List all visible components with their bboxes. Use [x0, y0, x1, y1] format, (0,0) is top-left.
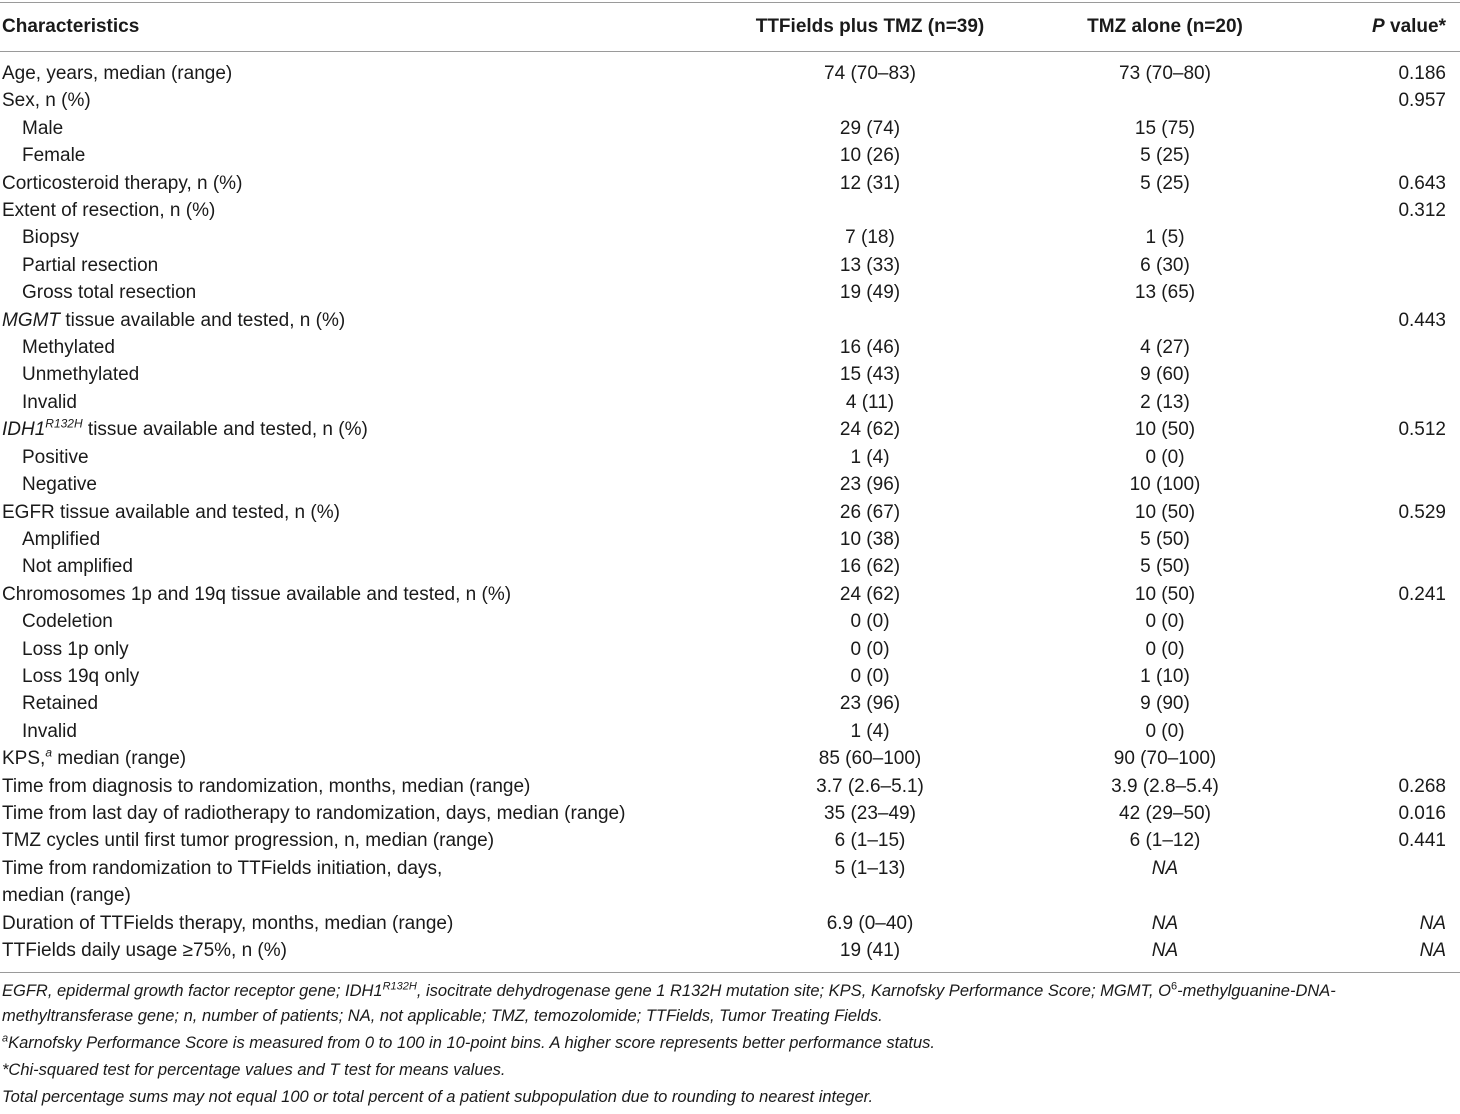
value-tmz-alone: 0 (0)	[1145, 720, 1185, 742]
row-label	[0, 526, 690, 553]
value-ttfields-tmz: 24 (62)	[839, 419, 901, 441]
row-label-text: Invalid	[22, 391, 77, 413]
table-row	[0, 636, 1460, 663]
table-row	[0, 718, 1460, 745]
value-tmz-alone: 5 (25)	[1140, 172, 1190, 194]
value-p	[1280, 690, 1460, 717]
row-label	[0, 252, 690, 279]
row-label-text: Methylated	[22, 337, 115, 359]
row-label-text: tissue available and tested, n (%)	[82, 419, 368, 441]
footnote-chi-squared: *Chi-squared test for percentage values and T test for means values.	[2, 1061, 506, 1080]
value-p: 0.529	[1398, 501, 1446, 523]
value-tmz-alone: 5 (50)	[1140, 556, 1190, 578]
row-label-text: Extent of resection, n (%)	[2, 200, 216, 222]
table-row	[0, 581, 1460, 608]
row-label-text: median (range)	[52, 748, 187, 770]
value-tmz-alone: 1 (10)	[1140, 665, 1190, 687]
footnote-abbrev-sup2: 6	[1171, 980, 1178, 993]
row-label	[0, 636, 690, 663]
value-tmz-alone: NA	[1151, 857, 1179, 879]
row-label-gene: IDH1	[2, 419, 46, 441]
row-label-text: Loss 1p only	[22, 638, 129, 660]
row-label-text: Not amplified	[22, 556, 133, 578]
value-p: 0.441	[1398, 830, 1446, 852]
header-p-rest: value*	[1384, 15, 1446, 37]
value-p: 0.643	[1398, 172, 1446, 194]
table-footnotes	[0, 973, 1456, 1110]
row-label-text: Time from diagnosis to randomization, months, median (range)	[2, 775, 531, 797]
row-label-text: TTFields daily usage ≥75%, n (%)	[2, 940, 287, 961]
row-label-text: Retained	[22, 693, 99, 715]
header-p-italic: P	[1372, 15, 1385, 37]
row-label	[0, 115, 690, 142]
row-label	[0, 800, 690, 827]
row-label-text: Partial resection	[22, 254, 159, 276]
table-row	[0, 499, 1460, 526]
row-label-text: Time from randomization to TTFields initiation, days, median (range)	[2, 857, 443, 907]
value-p	[1280, 608, 1460, 635]
row-label	[0, 361, 690, 388]
value-tmz-alone: 15 (75)	[1134, 117, 1196, 139]
table-row	[0, 526, 1460, 553]
header-ttfields-tmz: TTFields plus TMZ (n=39)	[690, 3, 1050, 52]
value-ttfields-tmz: 7 (18)	[845, 227, 895, 249]
value-ttfields-tmz: 29 (74)	[839, 117, 901, 139]
row-label-text: Male	[22, 117, 64, 139]
value-tmz-alone: 6 (30)	[1140, 254, 1190, 276]
table-row	[0, 910, 1460, 937]
value-tmz-alone: 6 (1–12)	[1129, 830, 1201, 852]
footnote-abbrev-part1: EGFR, epidermal growth factor receptor gene; IDH1	[2, 982, 383, 1001]
row-label	[0, 855, 690, 910]
value-ttfields-tmz: 6.9 (0–40)	[826, 912, 914, 934]
table-row	[0, 855, 1460, 910]
value-p	[1280, 663, 1460, 690]
footnote-rounding: Total percentage sums may not equal 100 or total percent of a patient subpopulation due to rounding to nearest integer.	[2, 1088, 874, 1107]
value-ttfields-tmz: 0 (0)	[850, 638, 890, 660]
row-label-text: Chromosomes 1p and 19q tissue available and tested, n (%)	[2, 583, 512, 605]
value-p: 0.016	[1398, 802, 1446, 824]
table-row	[0, 224, 1460, 251]
value-ttfields-tmz: 85 (60–100)	[818, 748, 922, 770]
row-label	[0, 827, 690, 854]
table-row	[0, 663, 1460, 690]
value-tmz-alone	[1050, 87, 1280, 114]
value-tmz-alone: 5 (25)	[1140, 145, 1190, 167]
value-p	[1280, 142, 1460, 169]
value-p	[1280, 855, 1460, 910]
footnote-kps	[2, 1031, 1454, 1056]
value-ttfields-tmz: 23 (96)	[839, 474, 901, 496]
value-p	[1280, 334, 1460, 361]
row-label-text: Sex, n (%)	[2, 90, 91, 112]
value-tmz-alone: NA	[1151, 912, 1179, 934]
row-label	[0, 307, 690, 334]
row-label-text: Duration of TTFields therapy, months, median (range)	[2, 912, 454, 934]
row-label-text: Gross total resection	[22, 282, 197, 304]
value-p: 0.312	[1398, 200, 1446, 222]
header-p-value	[1280, 3, 1460, 52]
table-body	[0, 52, 1460, 973]
table-row	[0, 745, 1460, 772]
value-ttfields-tmz: 23 (96)	[839, 693, 901, 715]
footnote-kps-sup: a	[2, 1032, 9, 1045]
row-label	[0, 553, 690, 580]
value-ttfields-tmz: 19 (41)	[839, 940, 901, 961]
value-p	[1280, 444, 1460, 471]
value-p: 0.186	[1398, 63, 1446, 84]
value-tmz-alone: 9 (90)	[1140, 693, 1190, 715]
row-label-text: Age, years, median (range)	[2, 63, 233, 84]
row-label-text: Loss 19q only	[22, 665, 140, 687]
value-tmz-alone: 42 (29–50)	[1119, 802, 1211, 824]
value-ttfields-tmz: 35 (23–49)	[824, 802, 916, 824]
header-tmz-alone: TMZ alone (n=20)	[1050, 3, 1280, 52]
value-ttfields-tmz: 74 (70–83)	[824, 63, 916, 84]
table-row	[0, 279, 1460, 306]
value-tmz-alone: 4 (27)	[1140, 337, 1190, 359]
value-p: NA	[1419, 940, 1446, 961]
value-ttfields-tmz	[690, 307, 1050, 334]
table-row	[0, 361, 1460, 388]
value-ttfields-tmz: 13 (33)	[839, 254, 901, 276]
footnote-abbrev-part2: , isocitrate dehydrogenase gene 1 R132H mutation site; KPS, Karnofsky Performance Score; MGMT, O	[416, 982, 1172, 1001]
value-ttfields-tmz	[690, 87, 1050, 114]
row-label-text: TMZ cycles until first tumor progression, n, median (range)	[2, 830, 495, 852]
value-p	[1280, 553, 1460, 580]
table-row	[0, 197, 1460, 224]
row-label	[0, 718, 690, 745]
table-row	[0, 307, 1460, 334]
value-p	[1280, 636, 1460, 663]
row-label-text: Invalid	[22, 720, 77, 742]
row-label-superscript: a	[45, 745, 52, 760]
table-row	[0, 937, 1460, 972]
table-row	[0, 444, 1460, 471]
row-label	[0, 170, 690, 197]
row-label	[0, 663, 690, 690]
table-row	[0, 87, 1460, 114]
table-row	[0, 334, 1460, 361]
table-row	[0, 115, 1460, 142]
value-tmz-alone: 5 (50)	[1140, 528, 1190, 550]
table-row	[0, 690, 1460, 717]
row-label	[0, 142, 690, 169]
table-row	[0, 553, 1460, 580]
characteristics-table	[0, 2, 1460, 972]
value-tmz-alone: 2 (13)	[1140, 391, 1190, 413]
value-p	[1280, 389, 1460, 416]
row-label-prefix: KPS,	[2, 748, 46, 770]
table-row	[0, 142, 1460, 169]
row-label	[0, 937, 690, 972]
table-row	[0, 773, 1460, 800]
row-label	[0, 910, 690, 937]
row-label-gene: MGMT	[2, 309, 61, 331]
row-label-text: Time from last day of radiotherapy to randomization, days, median (range)	[2, 802, 626, 824]
value-ttfields-tmz: 12 (31)	[839, 172, 901, 194]
value-tmz-alone: 9 (60)	[1140, 364, 1190, 386]
value-ttfields-tmz: 5 (1–13)	[834, 857, 906, 879]
value-p: 0.512	[1398, 419, 1446, 441]
row-label	[0, 52, 690, 88]
value-p: 0.957	[1398, 90, 1446, 112]
value-tmz-alone: NA	[1151, 940, 1179, 961]
row-label-text: Codeletion	[22, 611, 113, 633]
row-label-text: EGFR tissue available and tested, n (%)	[2, 501, 340, 523]
value-tmz-alone: 1 (5)	[1145, 227, 1185, 249]
table-header	[0, 3, 1460, 52]
row-label	[0, 389, 690, 416]
row-label	[0, 224, 690, 251]
row-label	[0, 416, 690, 443]
value-p	[1280, 471, 1460, 498]
header-row	[0, 3, 1460, 52]
row-label	[0, 87, 690, 114]
table-row	[0, 252, 1460, 279]
value-ttfields-tmz: 10 (38)	[839, 528, 901, 550]
row-label-text: Amplified	[22, 528, 101, 550]
row-label	[0, 745, 690, 772]
row-label-text: Biopsy	[22, 227, 80, 249]
value-tmz-alone: 0 (0)	[1145, 446, 1185, 468]
value-p: 0.241	[1398, 583, 1446, 605]
row-label	[0, 444, 690, 471]
value-ttfields-tmz: 15 (43)	[839, 364, 901, 386]
row-label	[0, 608, 690, 635]
value-p: NA	[1419, 912, 1446, 934]
table-row	[0, 800, 1460, 827]
footnote-kps-text: Karnofsky Performance Score is measured from 0 to 100 in 10-point bins. A higher score represents better performance status.	[8, 1034, 936, 1053]
value-p	[1280, 745, 1460, 772]
value-tmz-alone: 90 (70–100)	[1113, 748, 1217, 770]
value-ttfields-tmz: 10 (26)	[839, 145, 901, 167]
value-tmz-alone	[1050, 197, 1280, 224]
value-p	[1280, 115, 1460, 142]
row-label	[0, 471, 690, 498]
value-p: 0.443	[1398, 309, 1446, 331]
value-p	[1280, 361, 1460, 388]
table-row	[0, 416, 1460, 443]
row-label	[0, 773, 690, 800]
table-row	[0, 52, 1460, 88]
row-label-text: Unmethylated	[22, 364, 140, 386]
header-characteristics: Characteristics	[0, 3, 690, 52]
value-tmz-alone	[1050, 307, 1280, 334]
value-ttfields-tmz: 0 (0)	[850, 611, 890, 633]
value-tmz-alone: 10 (50)	[1134, 501, 1196, 523]
row-label	[0, 334, 690, 361]
table-row	[0, 471, 1460, 498]
row-label-superscript: R132H	[45, 416, 83, 431]
row-label-text: Negative	[22, 474, 97, 496]
row-label	[0, 581, 690, 608]
value-ttfields-tmz: 16 (62)	[839, 556, 901, 578]
value-tmz-alone: 10 (50)	[1134, 583, 1196, 605]
footnote-abbreviations	[2, 979, 1454, 1029]
row-label-text: Positive	[22, 446, 89, 468]
value-p	[1280, 526, 1460, 553]
value-p: 0.268	[1398, 775, 1446, 797]
table-row	[0, 170, 1460, 197]
value-tmz-alone: 0 (0)	[1145, 611, 1185, 633]
row-label-text: tissue available and tested, n (%)	[60, 309, 346, 331]
row-label	[0, 197, 690, 224]
value-tmz-alone: 73 (70–80)	[1119, 63, 1211, 84]
value-ttfields-tmz: 3.7 (2.6–5.1)	[816, 775, 924, 797]
value-ttfields-tmz: 4 (11)	[845, 391, 895, 413]
table-row	[0, 608, 1460, 635]
footnote-abbrev-part3: -methylguanine-DNA-methyltransferase gene; n, number of patients; NA, not applicable; TMZ, temozolomide; TTFields, Tumor Treating Fields.	[2, 982, 1336, 1026]
value-ttfields-tmz: 24 (62)	[839, 583, 901, 605]
value-ttfields-tmz: 16 (46)	[839, 337, 901, 359]
row-label-text: Corticosteroid therapy, n (%)	[2, 172, 243, 194]
value-tmz-alone: 13 (65)	[1134, 282, 1196, 304]
table-row	[0, 389, 1460, 416]
value-tmz-alone: 0 (0)	[1145, 638, 1185, 660]
value-p	[1280, 279, 1460, 306]
value-ttfields-tmz: 0 (0)	[850, 665, 890, 687]
row-label	[0, 279, 690, 306]
footnote-abbrev-sup1: R132H	[382, 980, 417, 993]
value-ttfields-tmz: 26 (67)	[839, 501, 901, 523]
row-label-text: Female	[22, 145, 86, 167]
value-tmz-alone: 3.9 (2.8–5.4)	[1111, 775, 1219, 797]
value-ttfields-tmz: 1 (4)	[850, 446, 890, 468]
table-row	[0, 827, 1460, 854]
row-label	[0, 499, 690, 526]
value-ttfields-tmz	[690, 197, 1050, 224]
value-ttfields-tmz: 1 (4)	[850, 720, 890, 742]
value-tmz-alone: 10 (50)	[1134, 419, 1196, 441]
value-ttfields-tmz: 6 (1–15)	[834, 830, 906, 852]
value-tmz-alone: 10 (100)	[1129, 474, 1201, 496]
value-p	[1280, 224, 1460, 251]
row-label	[0, 690, 690, 717]
value-p	[1280, 718, 1460, 745]
value-p	[1280, 252, 1460, 279]
value-ttfields-tmz: 19 (49)	[839, 282, 901, 304]
